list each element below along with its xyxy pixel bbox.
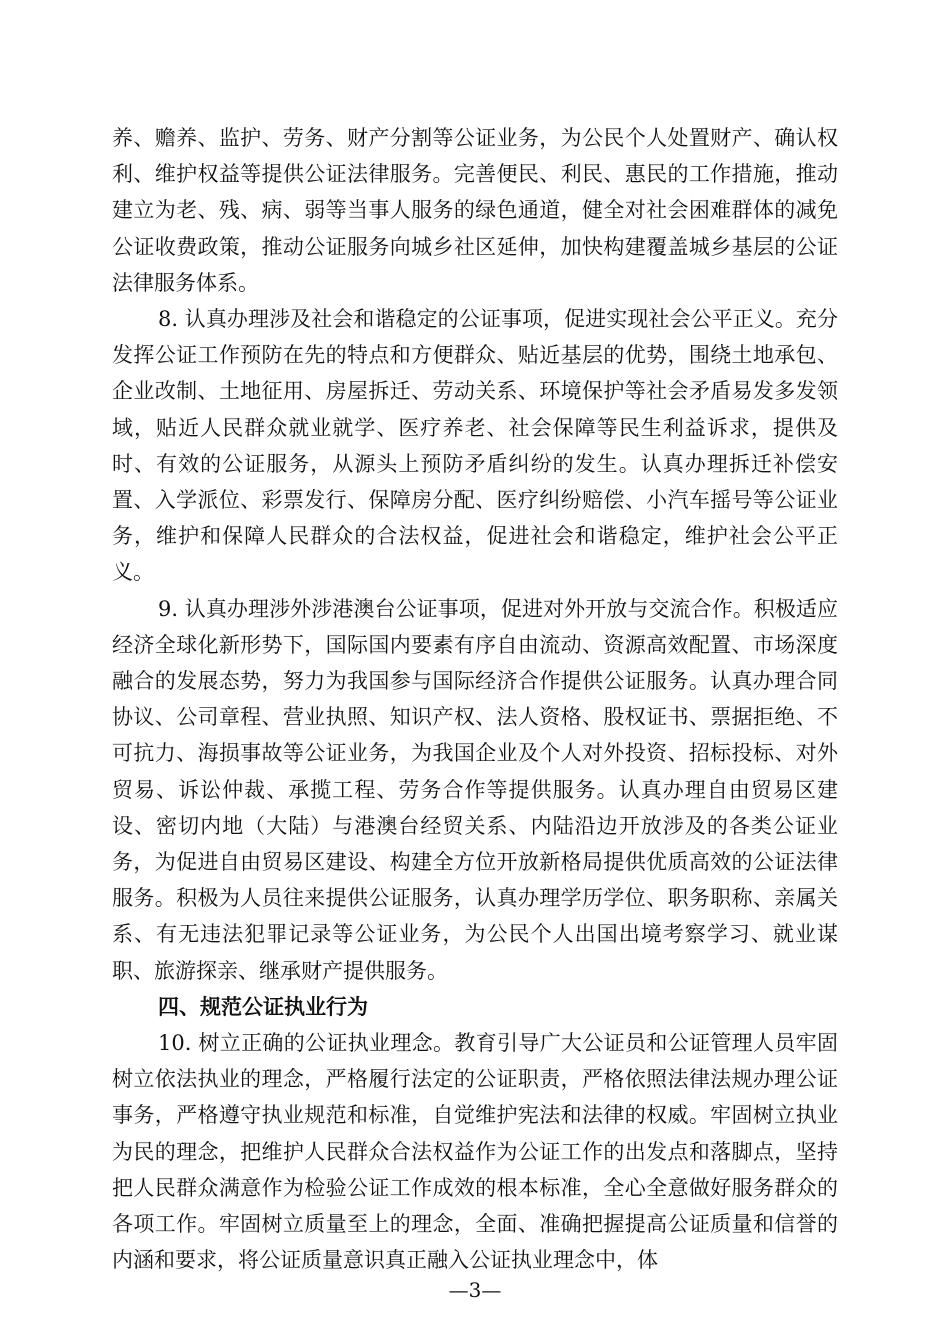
paragraph-continuation: 养、赡养、监护、劳务、财产分割等公证业务，为公民个人处置财产、确认权利、维护权益等提供公证法律服务。完善便民、利民、惠民的工作措施，推动建立为老、残、病、弱等当事人服务的绿色通道，健全对社会困难群体的减免公证收费政策，推动公证服务向城乡社区延伸，加快构建覆盖城乡基层的公证法律服务体系。 <box>112 126 838 295</box>
document-body <box>112 120 838 1279</box>
section-heading: 四、规范公证执业行为 <box>158 993 368 1019</box>
paragraph-item-10: 10. 树立正确的公证执业理念。教育引导广大公证员和公证管理人员牢固树立依法执业的理念，严格履行法定的公证职责，严格依照法律法规办理公证事务，严格遵守执业规范和标准，自觉维护宪法和法律的权威。牢固树立执业为民的理念，把维护人民群众合法权益作为公证工作的出发点和落脚点，坚持把人民群众满意作为检验公证工作成效的根本标准，全心全意做好服务群众的各项工作。牢固树立质量至上的理念，全面、准确把握提高公证质量和信誉的内涵和要求，将公证质量意识真正融入公证执业理念中，体 <box>112 1031 838 1273</box>
paragraph-item-8: 8. 认真办理涉及社会和谐稳定的公证事项，促进实现社会公平正义。充分发挥公证工作预防在先的特点和方便群众、贴近基层的优势，围绕土地承包、企业改制、土地征用、房屋拆迁、劳动关系、环境保护等社会矛盾易发多发领域，贴近人民群众就业就学、医疗养老、社会保障等民生利益诉求，提供及时、有效的公证服务，从源头上预防矛盾纠纷的发生。认真办理拆迁补偿安置、入学派位、彩票发行、保障房分配、医疗纠纷赔偿、小汽车摇号等公证业务，维护和保障人民群众的合法权益，促进社会和谐稳定，维护社会公平正义。 <box>112 307 838 585</box>
paragraph-item-9: 9. 认真办理涉外涉港澳台公证事项，促进对外开放与交流合作。积极适应经济全球化新形势下，国际国内要素有序自由流动、资源高效配置、市场深度融合的发展态势，努力为我国参与国际经济合作提供公证服务。认真办理合同协议、公司章程、营业执照、知识产权、法人资格、股权证书、票据拒绝、不可抗力、海损事故等公证业务，为我国企业及个人对外投资、招标投标、对外贸易、诉讼仲裁、承揽工程、劳务合作等提供服务。认真办理自由贸易区建设、密切内地（大陆）与港澳台经贸关系、内陆沿边开放涉及的各类公证业务，为促进自由贸易区建设、构建全方位开放新格局提供优质高效的公证法律服务。积极为人员往来提供公证服务，认真办理学历学位、职务职称、亲属关系、有无违法犯罪记录等公证业务，为公民个人出国出境考察学习、就业谋职、旅游探亲、继承财产提供服务。 <box>112 596 838 983</box>
page-number: —3— <box>448 1278 502 1302</box>
